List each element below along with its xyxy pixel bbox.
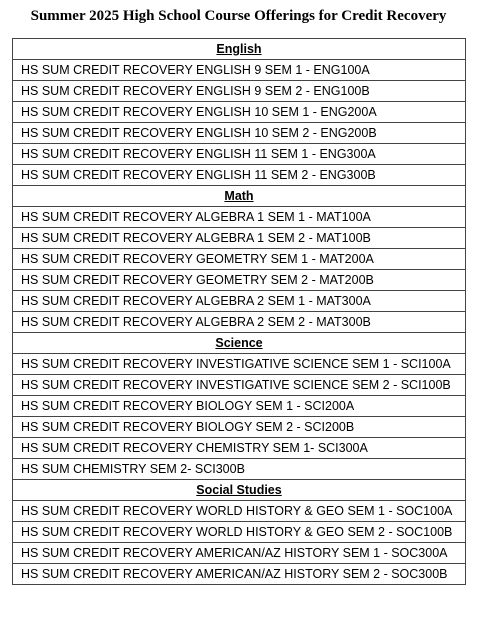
course-cell: HS SUM CREDIT RECOVERY ENGLISH 11 SEM 2 - ENG300B <box>13 165 466 186</box>
course-row <box>13 81 466 102</box>
course-cell: HS SUM CREDIT RECOVERY WORLD HISTORY & GEO SEM 1 - SOC100A <box>13 501 466 522</box>
section-heading-science: Science <box>13 333 466 354</box>
course-row <box>13 501 466 522</box>
course-row <box>13 375 466 396</box>
course-row <box>13 165 466 186</box>
course-cell: HS SUM CREDIT RECOVERY AMERICAN/AZ HISTORY SEM 2 - SOC300B <box>13 564 466 585</box>
course-row <box>13 123 466 144</box>
course-cell: HS SUM CREDIT RECOVERY GEOMETRY SEM 1 - MAT200A <box>13 249 466 270</box>
course-cell: HS SUM CREDIT RECOVERY INVESTIGATIVE SCIENCE SEM 2 - SCI100B <box>13 375 466 396</box>
course-cell: HS SUM CREDIT RECOVERY WORLD HISTORY & GEO SEM 2 - SOC100B <box>13 522 466 543</box>
course-cell: HS SUM CREDIT RECOVERY ENGLISH 11 SEM 1 - ENG300A <box>13 144 466 165</box>
course-row <box>13 144 466 165</box>
section-heading-math: Math <box>13 186 466 207</box>
course-row <box>13 60 466 81</box>
section-header-row <box>13 39 466 60</box>
course-cell: HS SUM CREDIT RECOVERY ENGLISH 10 SEM 1 - ENG200A <box>13 102 466 123</box>
course-cell: HS SUM CREDIT RECOVERY ALGEBRA 2 SEM 1 - MAT300A <box>13 291 466 312</box>
course-row <box>13 396 466 417</box>
section-heading-english: English <box>13 39 466 60</box>
course-cell: HS SUM CREDIT RECOVERY CHEMISTRY SEM 1- SCI300A <box>13 438 466 459</box>
course-cell: HS SUM CREDIT RECOVERY ENGLISH 9 SEM 1 - ENG100A <box>13 60 466 81</box>
course-row <box>13 522 466 543</box>
course-cell: HS SUM CREDIT RECOVERY AMERICAN/AZ HISTORY SEM 1 - SOC300A <box>13 543 466 564</box>
course-row <box>13 270 466 291</box>
course-row <box>13 543 466 564</box>
course-row <box>13 102 466 123</box>
section-heading-social-studies: Social Studies <box>13 480 466 501</box>
course-row <box>13 207 466 228</box>
course-cell: HS SUM CREDIT RECOVERY ALGEBRA 1 SEM 2 - MAT100B <box>13 228 466 249</box>
course-row <box>13 438 466 459</box>
course-row <box>13 417 466 438</box>
course-row <box>13 249 466 270</box>
course-cell: HS SUM CREDIT RECOVERY ENGLISH 9 SEM 2 - ENG100B <box>13 81 466 102</box>
course-cell: HS SUM CREDIT RECOVERY GEOMETRY SEM 2 - MAT200B <box>13 270 466 291</box>
section-header-row <box>13 480 466 501</box>
course-row <box>13 354 466 375</box>
course-table <box>12 38 466 585</box>
course-cell: HS SUM CREDIT RECOVERY ENGLISH 10 SEM 2 - ENG200B <box>13 123 466 144</box>
course-row <box>13 291 466 312</box>
course-cell: HS SUM CREDIT RECOVERY INVESTIGATIVE SCIENCE SEM 1 - SCI100A <box>13 354 466 375</box>
course-cell: HS SUM CHEMISTRY SEM 2- SCI300B <box>13 459 466 480</box>
course-row <box>13 312 466 333</box>
course-cell: HS SUM CREDIT RECOVERY ALGEBRA 1 SEM 1 - MAT100A <box>13 207 466 228</box>
section-header-row <box>13 186 466 207</box>
course-row <box>13 228 466 249</box>
course-cell: HS SUM CREDIT RECOVERY BIOLOGY SEM 2 - SCI200B <box>13 417 466 438</box>
course-row <box>13 459 466 480</box>
course-row <box>13 564 466 585</box>
section-header-row <box>13 333 466 354</box>
course-cell: HS SUM CREDIT RECOVERY ALGEBRA 2 SEM 2 - MAT300B <box>13 312 466 333</box>
course-cell: HS SUM CREDIT RECOVERY BIOLOGY SEM 1 - SCI200A <box>13 396 466 417</box>
document-title: Summer 2025 High School Course Offerings for Credit Recovery <box>30 8 447 24</box>
